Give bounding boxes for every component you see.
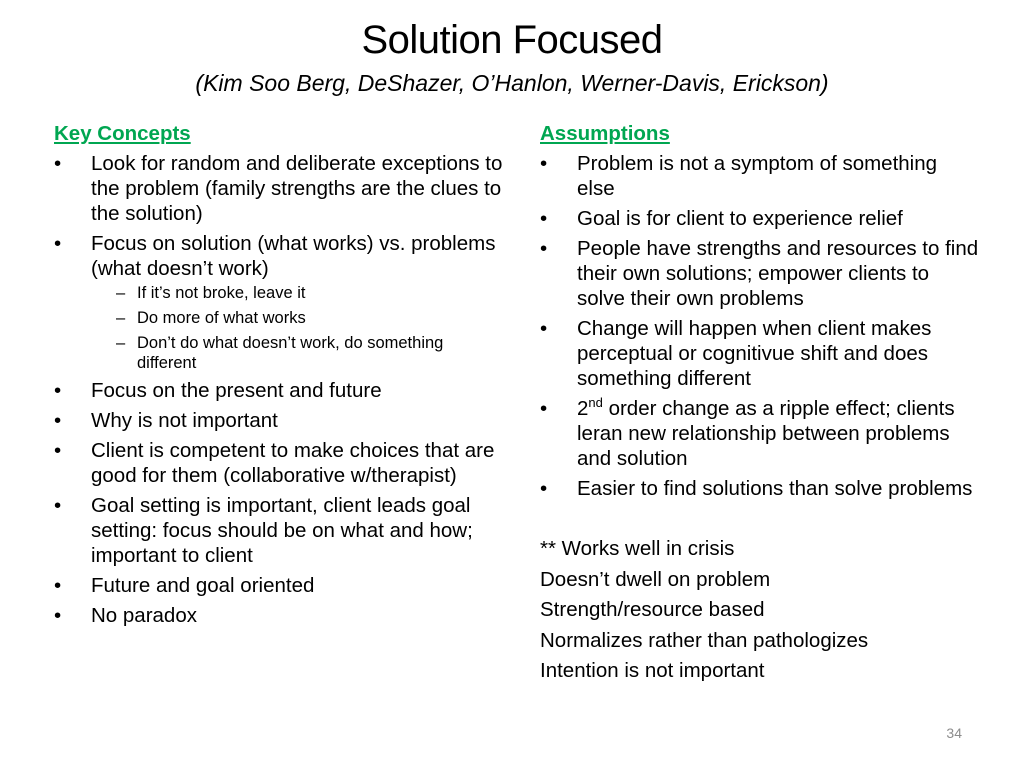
bullet-icon: • (540, 397, 548, 420)
bullet-icon: • (540, 237, 548, 260)
key-concepts-column (54, 121, 504, 633)
list-item-text: Problem is not a symptom of something else (577, 152, 938, 200)
list-item-text: Look for random and deliberate exceptions to the problem (family strengths are the clues to the solution) (91, 152, 503, 225)
ordinal-prefix: 2 (577, 397, 589, 420)
list-item-text: Goal setting is important, client leads goal setting: focus should be on what and how; important to client (91, 494, 473, 567)
sub-list-item (91, 333, 504, 373)
bullet-icon: • (540, 152, 548, 175)
assumptions-heading: Assumptions (540, 122, 670, 145)
bullet-icon: • (540, 477, 548, 500)
slide-subtitle: (Kim Soo Berg, DeShazer, O’Hanlon, Werner-Davis, Erickson) (195, 70, 829, 96)
bullet-icon: • (54, 574, 62, 597)
bullet-icon: • (54, 152, 62, 175)
bullet-icon: • (54, 494, 62, 517)
list-item-text: Change will happen when client makes perceptual or cognitivue shift and does something different (577, 317, 932, 390)
list-item-text: Goal is for client to experience relief (577, 207, 903, 230)
bullet-icon: • (54, 439, 62, 462)
list-item (540, 476, 980, 501)
list-item-text: Focus on the present and future (91, 379, 382, 402)
assumptions-column (540, 121, 980, 689)
bullet-icon: • (540, 207, 548, 230)
list-item-text: No paradox (91, 604, 197, 627)
note-line: Strength/resource based (540, 598, 765, 621)
list-item-text: order change as a ripple effect; clients leran new relationship between problems and solution (577, 397, 955, 470)
bullet-icon: • (54, 409, 62, 432)
sub-list-item-text: Don’t do what doesn’t work, do something different (137, 334, 444, 372)
note-line: Doesn’t dwell on problem (540, 567, 771, 591)
list-item (54, 438, 504, 488)
list-item (540, 206, 980, 231)
list-item (54, 573, 504, 598)
dash-icon: – (116, 334, 126, 352)
bullet-icon: • (54, 232, 62, 255)
list-item (54, 151, 504, 226)
list-item (54, 603, 504, 628)
bullet-icon: • (54, 604, 62, 627)
sub-list-item-text: Do more of what works (137, 309, 306, 327)
assumptions-list (540, 151, 980, 501)
sub-list-item-text: If it’s not broke, leave it (137, 284, 306, 302)
note-line: ** Works well in crisis (540, 537, 735, 560)
list-item-text: Why is not important (91, 409, 278, 432)
list-item-text: Client is competent to make choices that are good for them (collaborative w/therapist) (91, 439, 495, 487)
sub-list-item (91, 308, 504, 328)
list-item (540, 316, 980, 391)
key-concepts-list (54, 151, 504, 628)
page-number: 34 (946, 725, 962, 741)
list-item (540, 151, 980, 201)
ordinal-suffix: nd (588, 395, 603, 411)
slide-title: Solution Focused (361, 18, 663, 62)
sub-list (91, 283, 504, 373)
list-item-text: People have strengths and resources to find their own solutions; empower clients to solve their own problems (577, 237, 979, 310)
note-line: Intention is not important (540, 659, 765, 682)
sub-list-item (91, 283, 504, 303)
bullet-icon: • (54, 379, 62, 402)
list-item (54, 231, 504, 373)
list-item (540, 236, 980, 311)
bullet-icon: • (540, 317, 548, 340)
list-item-text: Future and goal oriented (91, 574, 315, 597)
list-item-text: Focus on solution (what works) vs. problems (what doesn’t work) (91, 232, 496, 280)
list-item (54, 493, 504, 568)
notes-block (540, 536, 980, 689)
dash-icon: – (116, 309, 126, 327)
list-item (540, 396, 980, 471)
list-item-text: Easier to find solutions than solve problems (577, 477, 973, 500)
list-item (54, 378, 504, 403)
list-item (54, 408, 504, 433)
key-concepts-heading: Key Concepts (54, 122, 191, 145)
note-line: Normalizes rather than pathologizes (540, 628, 869, 652)
dash-icon: – (116, 284, 126, 302)
